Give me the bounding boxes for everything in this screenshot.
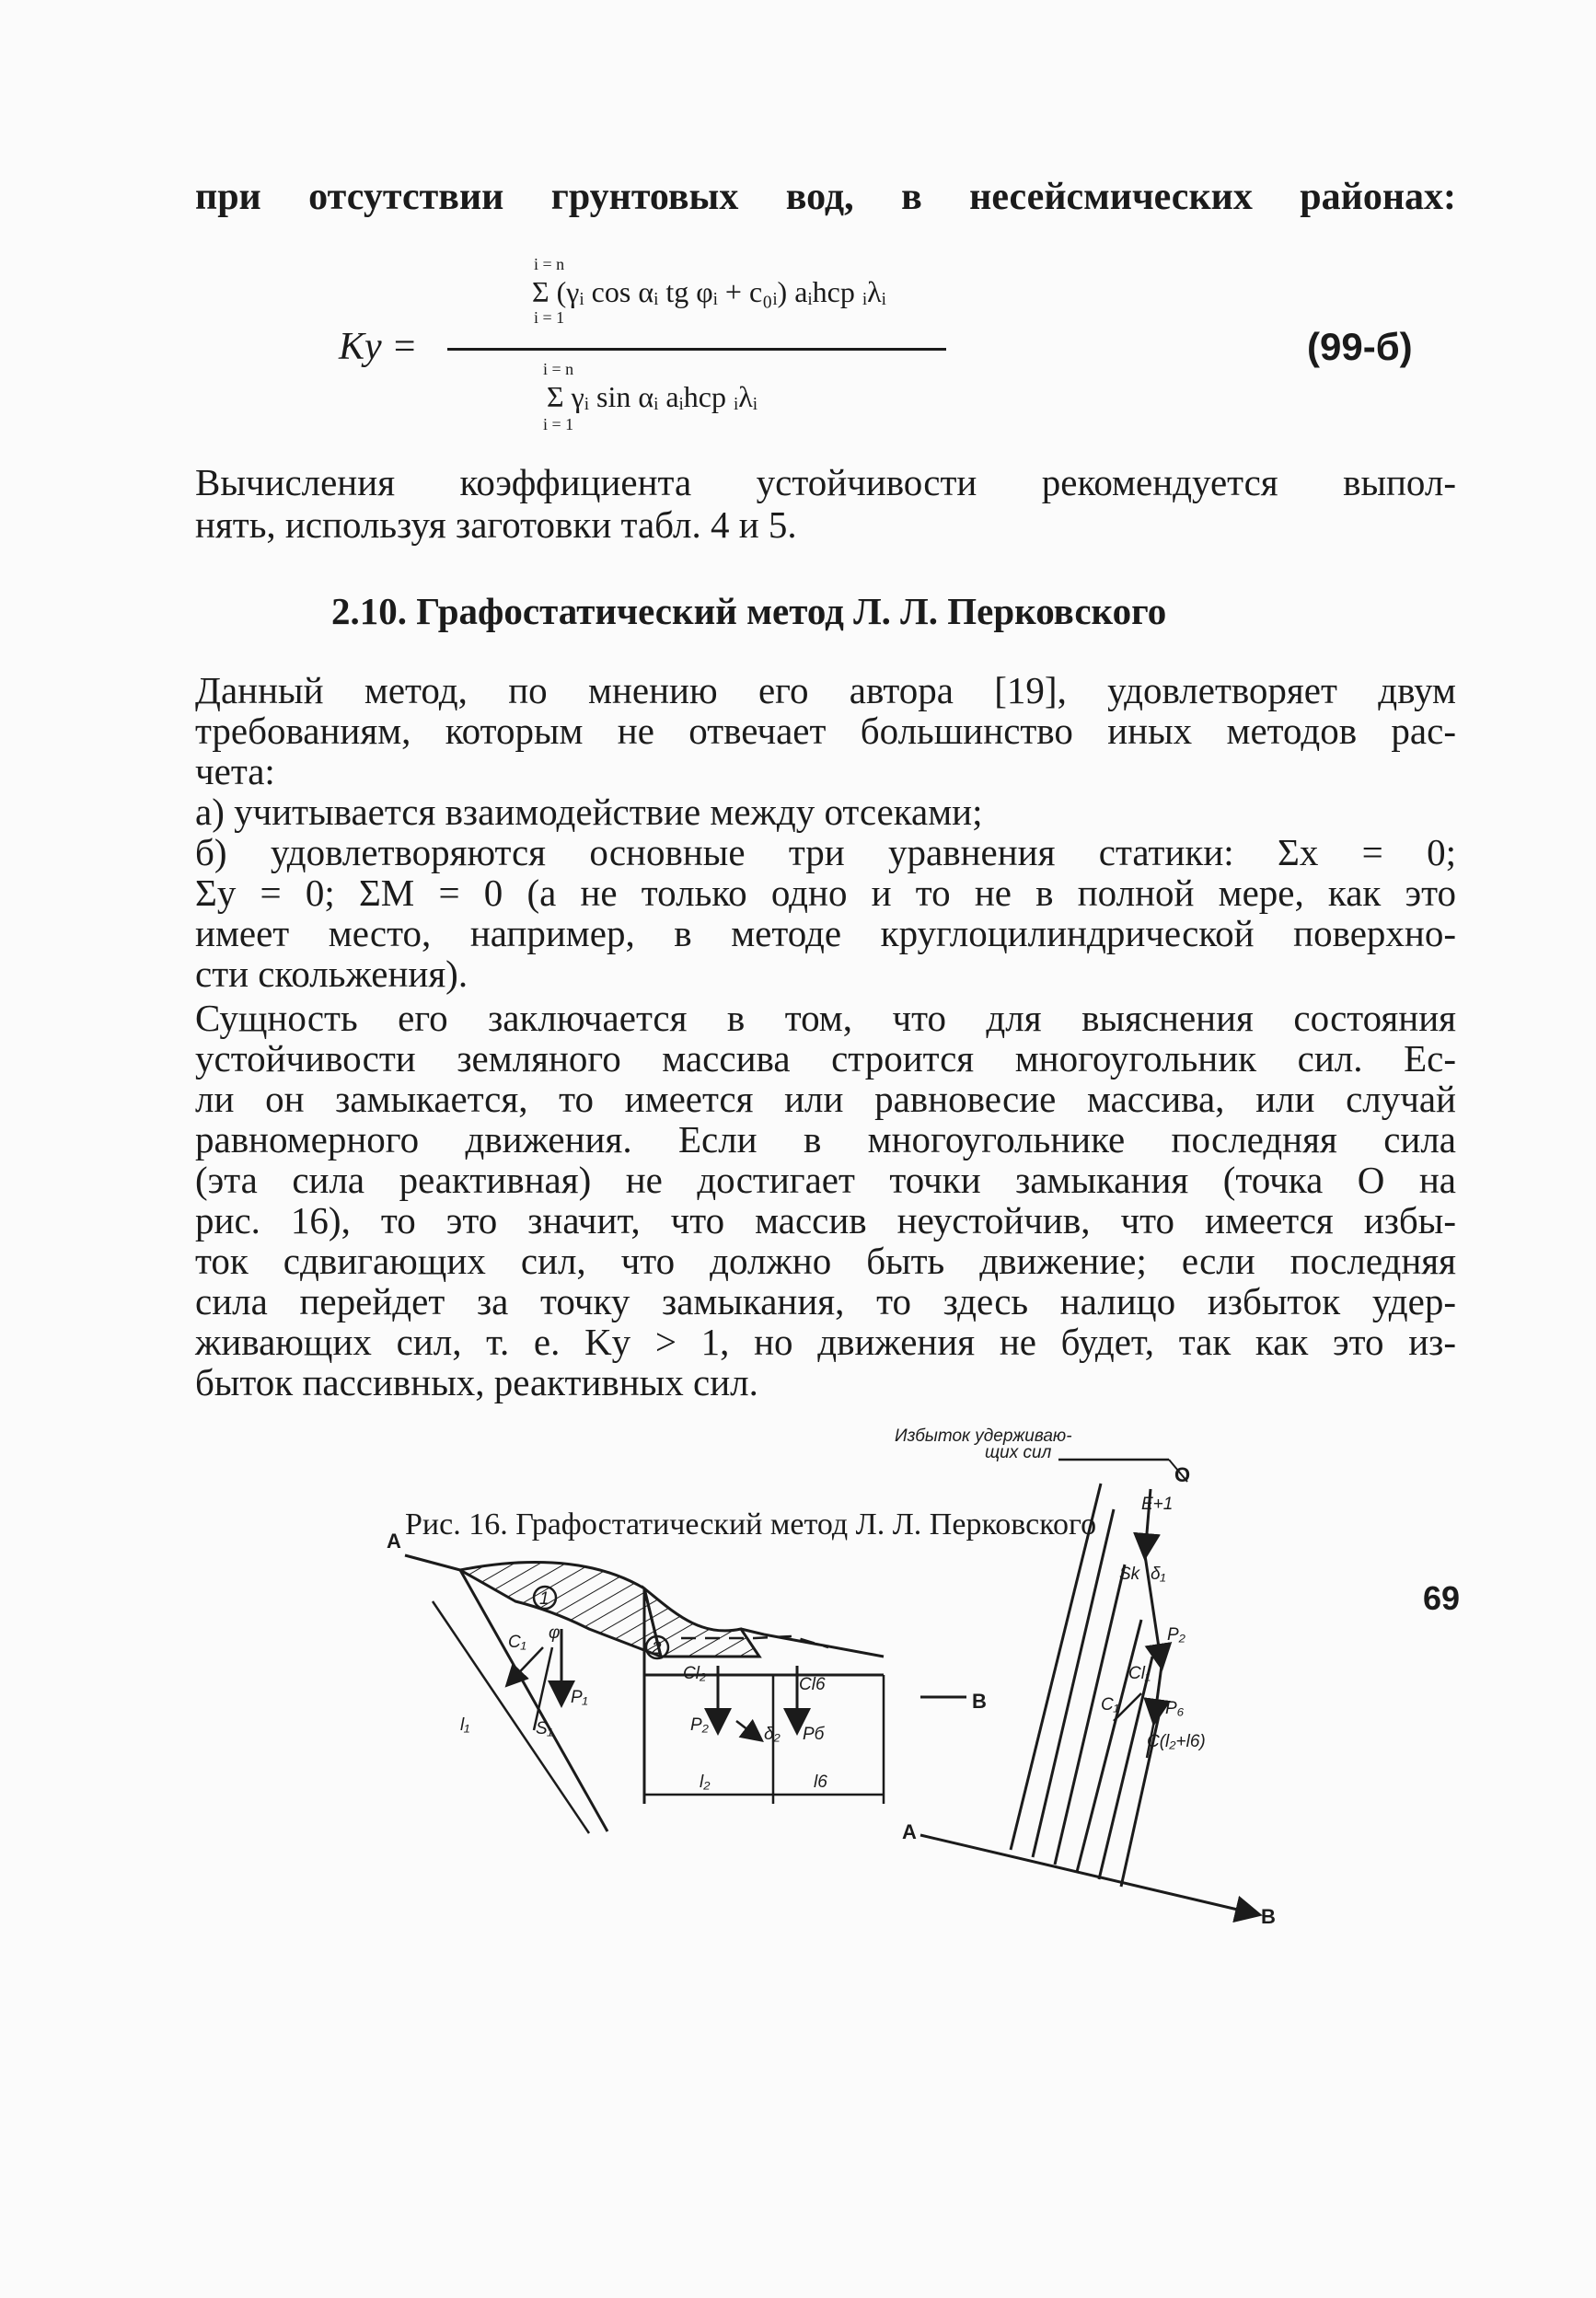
ray-2 xyxy=(1033,1509,1114,1857)
para3-line4: равномерного движения. Если в многоугольнике последняя сила xyxy=(195,1118,1456,1161)
label-B-left: В xyxy=(972,1690,987,1713)
label-Csum: C(l₂+l6) xyxy=(1147,1732,1206,1751)
label-phi: φ xyxy=(549,1623,561,1643)
list-item-b-line4: сти скольжения). xyxy=(195,953,468,995)
list-item-b-line2: Σy = 0; ΣM = 0 (а не только одно и то не в полной мере, как это xyxy=(195,872,1456,914)
list-item-b-line3: имеет место, например, в методе круглоцилиндрической поверхно- xyxy=(195,912,1456,954)
para2-line3: чета: xyxy=(195,750,275,792)
block-2-hatch xyxy=(644,1588,759,1657)
label-P2: P₂ xyxy=(690,1715,709,1735)
intro-line: при отсутствии грунтовых вод, в несейсмических районах: xyxy=(195,176,1456,218)
para3-line7: ток сдвигающих сил, что должно быть движение; если последняя xyxy=(195,1240,1456,1282)
label-P1: P₁ xyxy=(571,1688,588,1707)
formula-denominator: Σ γᵢ sin αᵢ aᵢhср ᵢλᵢ xyxy=(547,380,758,413)
para3-line2: устойчивости земляного массива строится многоугольник сил. Ес- xyxy=(195,1037,1456,1080)
para3-line8: сила перейдет за точку замыкания, то здесь налицо избыток удер- xyxy=(195,1280,1456,1322)
label-delta2: δ₂ xyxy=(764,1725,781,1744)
para3-line5: (эта сила реактивная) не достигает точки замыкания (точка O на xyxy=(195,1159,1456,1201)
label-C1: C₁ xyxy=(508,1633,526,1652)
ground-line-left xyxy=(405,1555,460,1570)
formula-num-upper: i = n xyxy=(534,255,565,273)
para2-line2: требованиям, которым не отвечает большинство иных методов рас- xyxy=(195,710,1456,752)
label-n1: 1 xyxy=(539,1589,549,1609)
formula-num-lower: i = 1 xyxy=(534,308,565,327)
label-P2-poly: P₂ xyxy=(1167,1625,1185,1645)
label-Cl6: Cl6 xyxy=(799,1675,826,1694)
para3-line10: быток пассивных, реактивных сил. xyxy=(195,1361,758,1403)
formula-numerator: Σ (γᵢ cos αᵢ tg φᵢ + c₀ᵢ) aᵢhср ᵢλᵢ xyxy=(532,275,886,308)
para3-line1: Сущность его заключается в том, что для выяснения состояния xyxy=(195,997,1456,1039)
para2-line1: Данный метод, по мнению его автора [19], удовлетворяет двум xyxy=(195,669,1456,711)
formula-number: (99-б) xyxy=(1307,325,1413,368)
label-A-right: А xyxy=(902,1820,917,1843)
label-B-right: В xyxy=(1261,1905,1276,1928)
base-line-AB xyxy=(920,1835,1257,1914)
label-P6-poly: P₆ xyxy=(1165,1699,1185,1718)
label-O: О xyxy=(1174,1463,1191,1486)
section-heading: 2.10. Графостатический метод Л. Л. Перковского xyxy=(331,590,1167,632)
label-l6: l6 xyxy=(814,1773,827,1792)
label-Cl1-poly: Cl₁ xyxy=(1128,1664,1151,1683)
label-Pb: Pб xyxy=(803,1725,825,1744)
label-n2: 2 xyxy=(652,1639,662,1658)
para3-line9: живающих сил, т. е. Kу > 1, но движения не будет, так как это из- xyxy=(195,1321,1456,1363)
slope-section xyxy=(387,1530,987,1833)
force-polygon xyxy=(895,1426,1276,1928)
para3-line6: рис. 16), то это значит, что массив неустойчив, что имеется избы- xyxy=(195,1199,1456,1241)
para3-line3: ли он замыкается, то имеется или равновесие массива, или случай xyxy=(195,1078,1456,1120)
label-excess-1: Избыток удерживаю- xyxy=(895,1426,1072,1446)
label-Cl2: Cl₂ xyxy=(683,1664,707,1683)
label-excess-2: щих сил xyxy=(985,1443,1052,1462)
label-l1: l₁ xyxy=(460,1715,470,1735)
formula-den-lower: i = 1 xyxy=(543,415,574,433)
label-delta1: δ₁ xyxy=(1151,1565,1166,1584)
label-C1-poly: C₁ xyxy=(1101,1695,1119,1715)
formula-lhs: Kу = xyxy=(339,326,418,368)
force-delta2 xyxy=(736,1721,760,1739)
formula-den-upper: i = n xyxy=(543,360,574,378)
para1-line1: Вычисления коэффициента устойчивости рекомендуется выпол- xyxy=(195,461,1456,503)
list-item-a: а) учитывается взаимодействие между отсеками; xyxy=(195,791,983,833)
figure-caption: Рис. 16. Графостатический метод Л. Л. Перковского xyxy=(405,1507,1097,1542)
label-A-left: А xyxy=(387,1530,401,1553)
label-Eplus: Е+1 xyxy=(1141,1495,1174,1514)
label-l2: l₂ xyxy=(700,1773,711,1792)
ray-5 xyxy=(1099,1657,1152,1879)
list-item-b-line1: б) удовлетворяются основные три уравнения статики: Σx = 0; xyxy=(195,831,1456,873)
label-Sk: Sk xyxy=(1119,1565,1140,1584)
page-number: 69 xyxy=(1423,1579,1461,1617)
para1-line2: нять, используя заготовки табл. 4 и 5. xyxy=(195,503,797,546)
label-S1: S₁ xyxy=(536,1719,553,1738)
